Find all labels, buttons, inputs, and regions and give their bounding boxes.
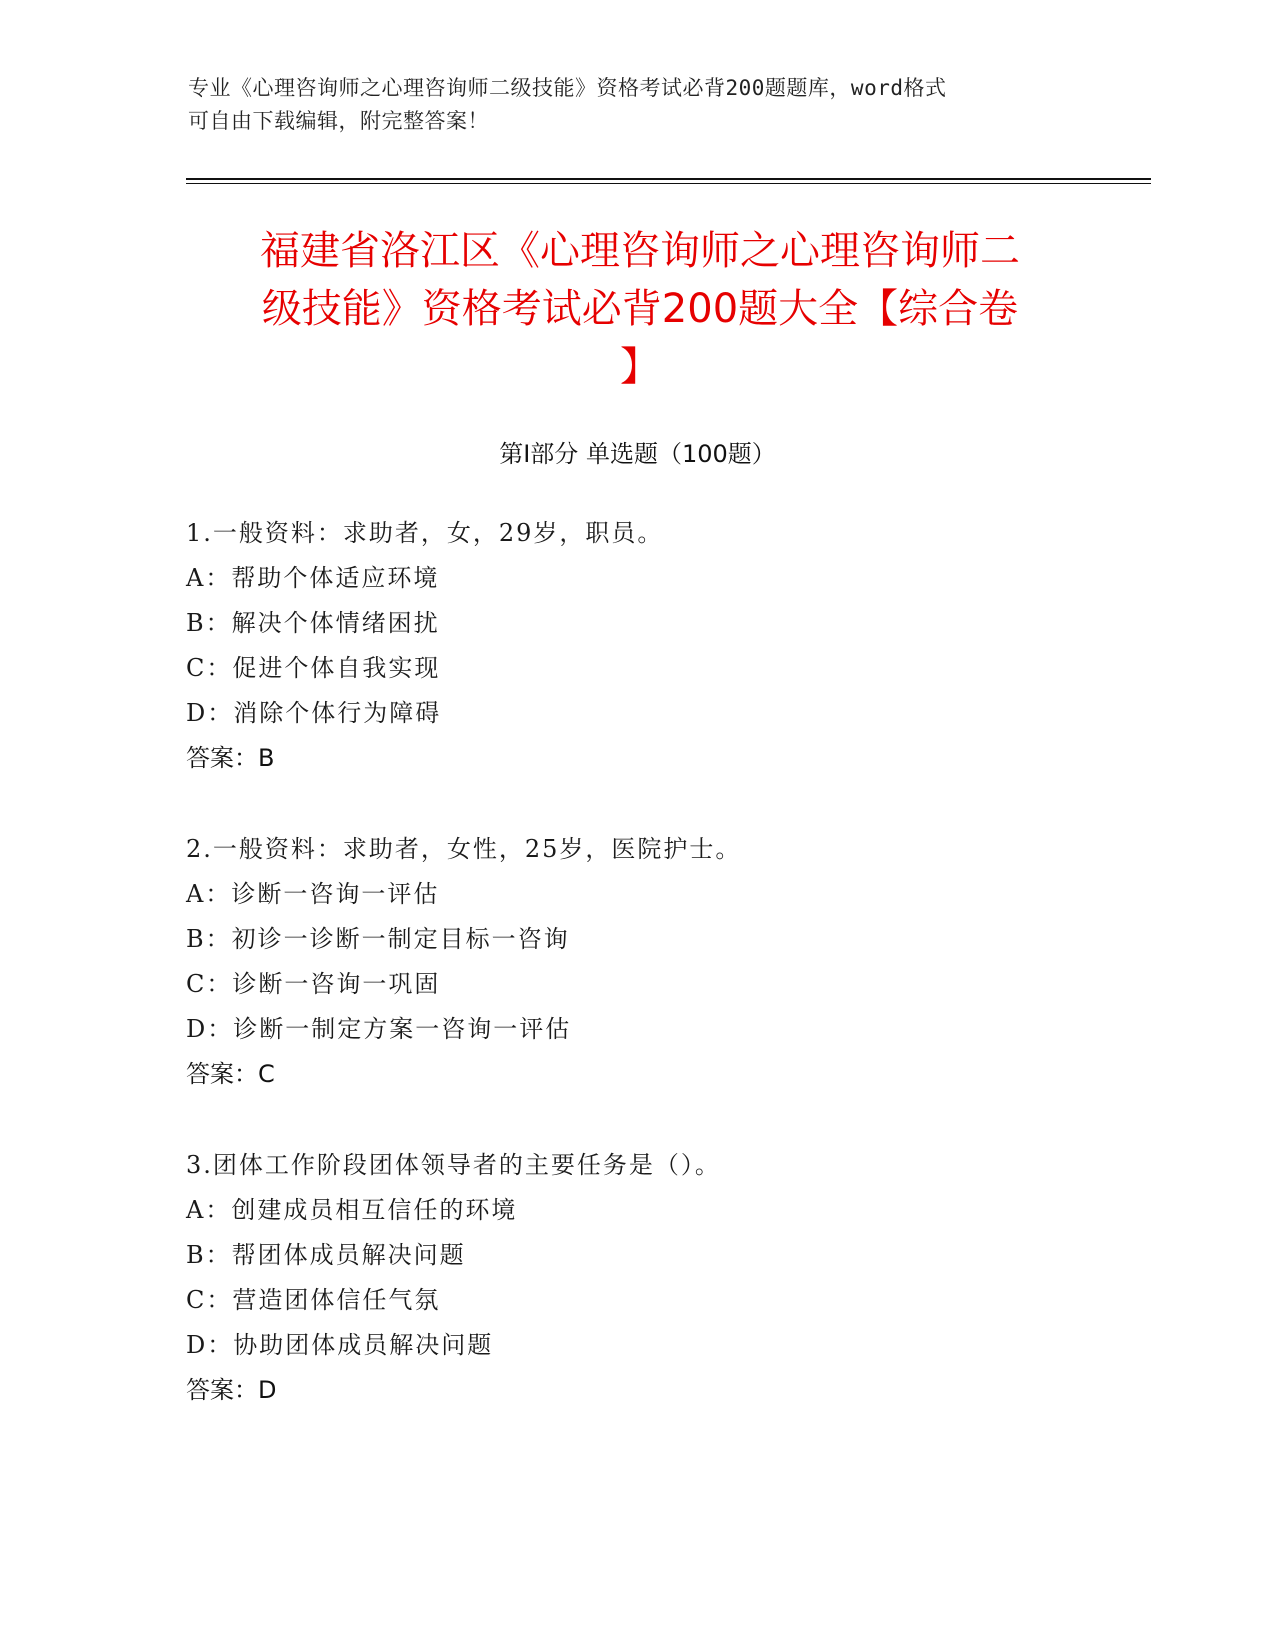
document-title (190, 222, 1090, 396)
question-stem: 2.一般资料：求助者，女性，25岁，医院护士。 (186, 835, 742, 863)
section-heading: 第Ⅰ部分 单选题（100题） (499, 440, 776, 468)
option-d: D：协助团体成员解决问题 (186, 1331, 494, 1359)
answer: 答案：C (186, 1060, 275, 1088)
question-2 (186, 827, 1086, 1097)
header-divider-thick (186, 178, 1151, 180)
answer: 答案：B (186, 744, 275, 772)
title-line-3: 】 (620, 344, 660, 390)
header-divider-thin (186, 183, 1151, 184)
title-line-1: 福建省洛江区《心理咨询师之心理咨询师二 (260, 228, 1020, 274)
answer: 答案：D (186, 1376, 277, 1404)
option-a: A：帮助个体适应环境 (186, 564, 440, 592)
option-b: B：初诊一诊断一制定目标一咨询 (186, 925, 570, 953)
option-b: B：解决个体情绪困扰 (186, 609, 440, 637)
option-a: A：创建成员相互信任的环境 (186, 1196, 518, 1224)
question-stem: 3.团体工作阶段团体领导者的主要任务是（）。 (186, 1151, 721, 1179)
option-d: D：消除个体行为障碍 (186, 699, 442, 727)
option-a: A：诊断一咨询一评估 (186, 880, 440, 908)
header-note-line-1: 专业《心理咨询师之心理咨询师二级技能》资格考试必背200题题库，word格式 (188, 76, 947, 100)
question-stem: 1.一般资料：求助者，女，29岁，职员。 (186, 519, 664, 547)
header-note (188, 72, 1068, 138)
option-b: B：帮团体成员解决问题 (186, 1241, 466, 1269)
option-c: C：诊断一咨询一巩固 (186, 970, 441, 998)
question-1 (186, 511, 1086, 781)
title-line-2: 级技能》资格考试必背200题大全【综合卷 (261, 286, 1019, 332)
option-d: D：诊断一制定方案一咨询一评估 (186, 1015, 572, 1043)
option-c: C：营造团体信任气氛 (186, 1286, 441, 1314)
option-c: C：促进个体自我实现 (186, 654, 441, 682)
question-3 (186, 1143, 1086, 1413)
header-note-line-2: 可自由下载编辑，附完整答案！ (188, 109, 489, 133)
